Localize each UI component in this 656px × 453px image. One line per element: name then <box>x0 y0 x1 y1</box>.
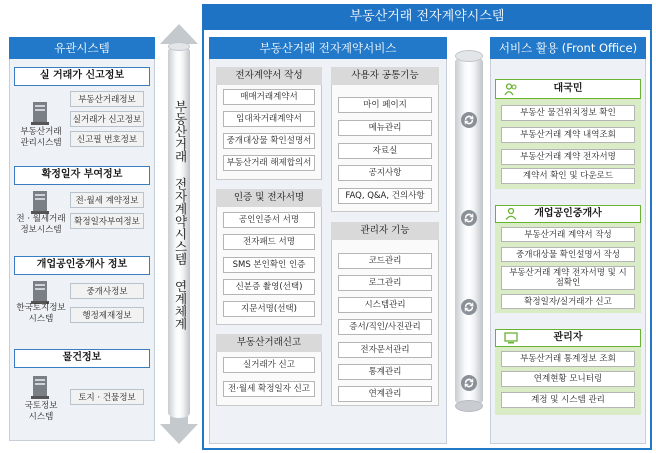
item-link-monitoring: 연계현황 모니터링 <box>501 371 635 387</box>
section-title-property: 물건정보 <box>14 349 150 368</box>
item-faq-qna: FAQ, Q&A, 건의사항 <box>338 188 432 204</box>
system-name-national: 국토정보 시스템 <box>24 401 58 422</box>
item-fixed-date-filing: 전·월세 확정일자 신고 <box>223 381 315 397</box>
group-contract-title: 전자계약서 작성 <box>216 67 322 85</box>
system-name-lease: 전 · 월세거래 정보시스템 <box>16 214 66 235</box>
item-statistics-management: 통계관리 <box>338 364 432 380</box>
group-public-title: 대국민 <box>495 79 641 99</box>
item-archive: 자료실 <box>338 143 432 159</box>
agent-icon <box>504 208 518 220</box>
item-link-management: 연계관리 <box>338 386 432 402</box>
group-auth-title: 인증 및 전자서명 <box>216 189 322 207</box>
admin-icon <box>504 332 518 344</box>
item-menu-management: 메뉴관리 <box>338 120 432 136</box>
item-contract-history: 부동산거래 계약 내역조회 <box>501 127 635 143</box>
item-contract-download: 계약서 확인 및 다운로드 <box>501 168 635 184</box>
item-real-estate-info: 부동산거래정보 <box>70 91 144 107</box>
item-account-system: 계정 및 시스템 관리 <box>501 392 635 408</box>
sync-icon <box>461 210 477 226</box>
item-real-price-report: 실거래가 신고정보 <box>70 111 144 127</box>
server-icon <box>30 280 50 304</box>
item-log-management: 로그관리 <box>338 275 432 291</box>
item-pad-signature: 전자패드 서명 <box>223 234 315 250</box>
item-sale-contract: 매매거래계약서 <box>223 89 315 105</box>
server-icon <box>30 101 50 125</box>
item-contract-esign: 부동산거래 계약 전자서명 <box>501 149 635 165</box>
people-icon <box>504 83 518 96</box>
group-broker-title: 개업공인중개사 <box>495 205 641 223</box>
section-title-fixed-date: 확정일자 부여정보 <box>14 166 150 185</box>
group-admin-title: 관리자 기능 <box>331 222 439 240</box>
system-name-land: 한국토지정보 시스템 <box>16 303 66 324</box>
front-office-header: 서비스 활용 (Front Office) <box>490 37 646 59</box>
sync-cylinder-bottom <box>455 400 483 412</box>
main-system-title: 부동산거래 전자계약시스템 <box>202 4 652 30</box>
system-name-real-estate: 부동산거래 관리시스템 <box>20 127 62 148</box>
item-real-price-filing: 실거래가 신고 <box>223 357 315 373</box>
item-fixed-date-info: 확정일자부여정보 <box>70 213 144 229</box>
item-fingerprint: 지문서명(선택) <box>223 301 315 317</box>
item-land-building: 토지 · 건물정보 <box>70 389 144 405</box>
item-esign-timestamp: 부동산거래 계약 전자서명 및 시점확인 <box>501 266 635 290</box>
item-cert-signature: 공인인증서 서명 <box>223 212 315 228</box>
item-system-management: 시스템관리 <box>338 297 432 313</box>
item-fixed-date-real-price: 확정일자/실거래가 신고 <box>501 294 635 309</box>
section-title-real-price: 실 거래가 신고정보 <box>14 67 150 86</box>
item-code-management: 코드관리 <box>338 253 432 269</box>
item-document-management: 전자문서관리 <box>338 342 432 358</box>
server-icon <box>30 190 50 214</box>
section-title-broker: 개업공인중개사 정보 <box>14 256 150 275</box>
item-write-explanation: 중개대상물 확인설명서 작성 <box>501 247 635 262</box>
item-sms-auth: SMS 본인확인 인증 <box>223 257 315 273</box>
item-write-contract: 부동산거래 계약서 작성 <box>501 227 635 242</box>
service-panel-header: 부동산거래 전자계약서비스 <box>209 37 447 59</box>
sync-cylinder-top <box>455 50 483 62</box>
sync-icon <box>461 299 477 315</box>
item-lease-contract-form: 임대차거래계약서 <box>223 111 315 127</box>
item-property-explanation: 중개대상물 확인설명서 <box>223 133 315 149</box>
server-icon <box>30 375 50 399</box>
sync-cylinder <box>455 56 483 406</box>
item-notice: 공지사항 <box>338 165 432 181</box>
legacy-systems-header: 유관시스템 <box>9 37 155 59</box>
item-lease-contract: 전·월세 계약정보 <box>70 192 144 208</box>
item-id-photo: 신분증 촬영(선택) <box>223 279 315 295</box>
item-property-location: 부동산 물건위치정보 확인 <box>501 105 635 121</box>
item-my-page: 마이 페이지 <box>338 97 432 113</box>
item-cancel-agreement: 부동산거래 해제합의서 <box>223 155 315 171</box>
item-stats-view: 부동산거래 통계정보 조회 <box>501 351 635 367</box>
group-report-title: 부동산거래신고 <box>216 334 322 352</box>
item-sanction-info: 행정제재정보 <box>70 307 144 323</box>
group-common-title: 사용자 공통기능 <box>331 67 439 85</box>
item-broker-info: 중개사정보 <box>70 283 144 299</box>
item-report-number: 신고필 번호정보 <box>70 131 144 147</box>
connector-label: 부동산거래 전자계약시스템 연계체계 <box>173 100 188 330</box>
group-manager-title: 관리자 <box>495 329 641 347</box>
connector-cylinder-top <box>168 42 190 51</box>
item-certificate-management: 증서/직인/사진관리 <box>338 319 432 335</box>
sync-icon <box>461 112 477 128</box>
sync-icon <box>461 375 477 391</box>
